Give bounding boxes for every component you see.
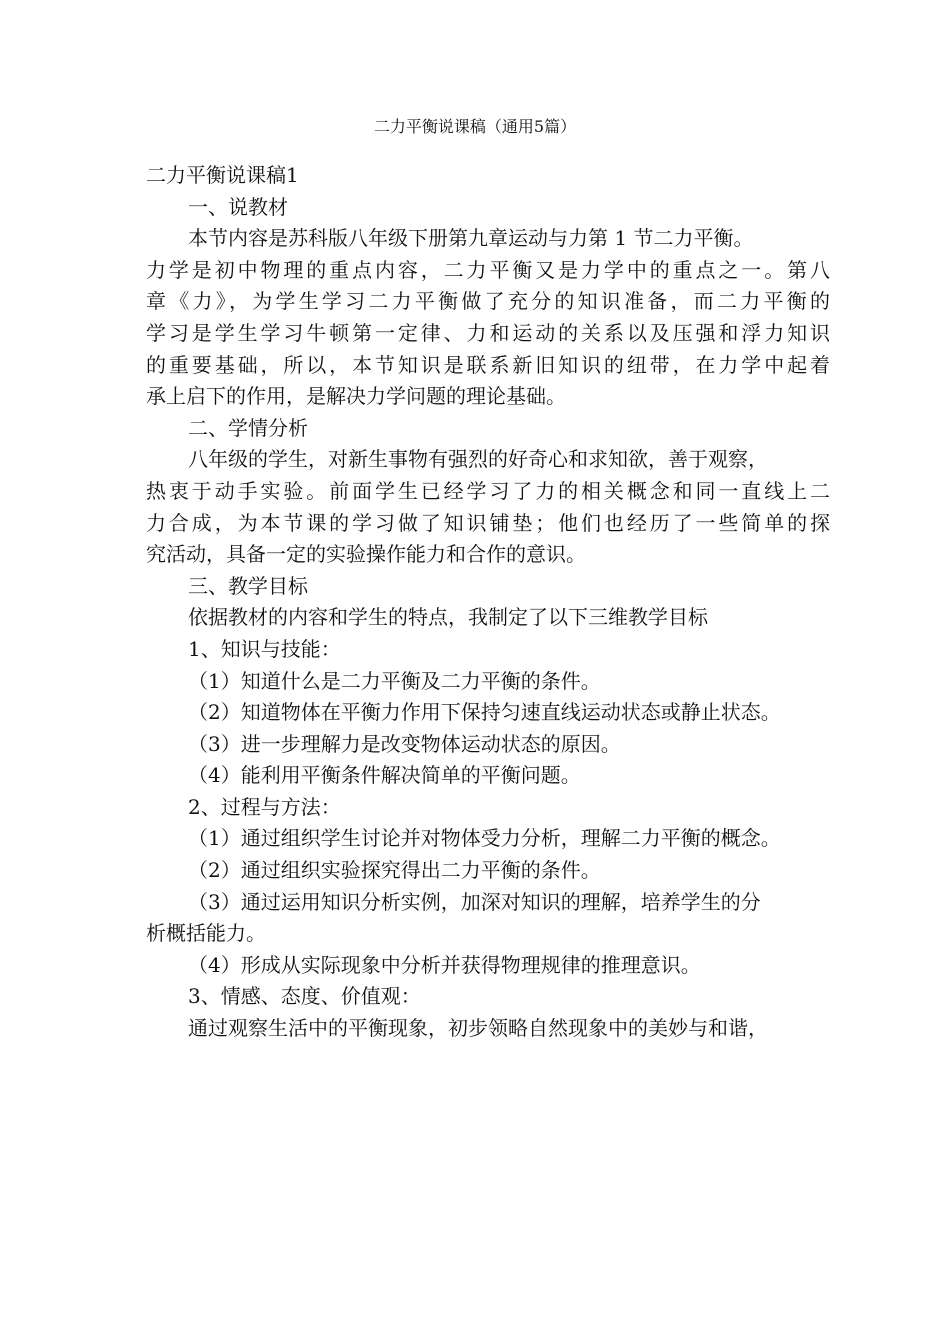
list-item: （2）通过组织实验探究得出二力平衡的条件。 — [188, 858, 601, 883]
document-body — [146, 160, 830, 1045]
section-heading: 二力平衡说课稿1 — [146, 163, 299, 187]
list-heading: 3、情感、态度、价值观： — [188, 984, 421, 1009]
paragraph-line: 本节内容是苏科版八年级下册第九章运动与力第 1 节二力平衡。 — [188, 226, 754, 251]
list-item: （1）通过组织学生讨论并对物体受力分析，理解二力平衡的概念。 — [188, 826, 781, 851]
list-item: （2）知道物体在平衡力作用下保持匀速直线运动状态或静止状态。 — [188, 700, 781, 725]
paragraph-line: 究活动，具备一定的实验操作能力和合作的意识。 — [146, 542, 586, 567]
list-item: （3）进一步理解力是改变物体运动状态的原因。 — [188, 731, 621, 756]
list-item-continuation: 析概括能力。 — [146, 921, 266, 946]
document-title: 二力平衡说课稿（通用5篇） — [373, 117, 577, 136]
subheading: 三、教学目标 — [188, 573, 308, 598]
paragraph-line: 热衷于动手实验。前面学生已经学习了力的相关概念和同一直线上二 — [146, 478, 830, 503]
paragraph-line: 的重要基础，所以，本节知识是联系新旧知识的纽带，在力学中起着 — [146, 352, 830, 377]
list-heading: 1、知识与技能： — [188, 636, 341, 661]
paragraph-line: 依据教材的内容和学生的特点，我制定了以下三维教学目标 — [188, 605, 708, 630]
subheading: 一、说教材 — [188, 194, 288, 219]
paragraph-line: 章《力》，为学生学习二力平衡做了充分的知识准备，而二力平衡的 — [146, 289, 830, 314]
paragraph-line: 承上启下的作用，是解决力学问题的理论基础。 — [146, 384, 566, 409]
paragraph-line: 八年级的学生，对新生事物有强烈的好奇心和求知欲，善于观察， — [188, 447, 768, 472]
list-item: （4）能利用平衡条件解决简单的平衡问题。 — [188, 763, 581, 788]
subheading: 二、学情分析 — [188, 415, 308, 440]
list-item: （4）形成从实际现象中分析并获得物理规律的推理意识。 — [188, 952, 701, 977]
paragraph-line: 力合成，为本节课的学习做了知识铺垫；他们也经历了一些简单的探 — [146, 510, 830, 535]
paragraph-line: 力学是初中物理的重点内容，二力平衡又是力学中的重点之一。第八 — [146, 257, 830, 282]
list-item: （3）通过运用知识分析实例，加深对知识的理解，培养学生的分 — [188, 889, 761, 914]
list-heading: 2、过程与方法： — [188, 794, 341, 819]
list-item: （1）知道什么是二力平衡及二力平衡的条件。 — [188, 668, 601, 693]
paragraph-line: 学习是学生学习牛顿第一定律、力和运动的关系以及压强和浮力知识 — [146, 320, 830, 345]
paragraph-line: 通过观察生活中的平衡现象，初步领略自然现象中的美妙与和谐， — [188, 1016, 768, 1041]
